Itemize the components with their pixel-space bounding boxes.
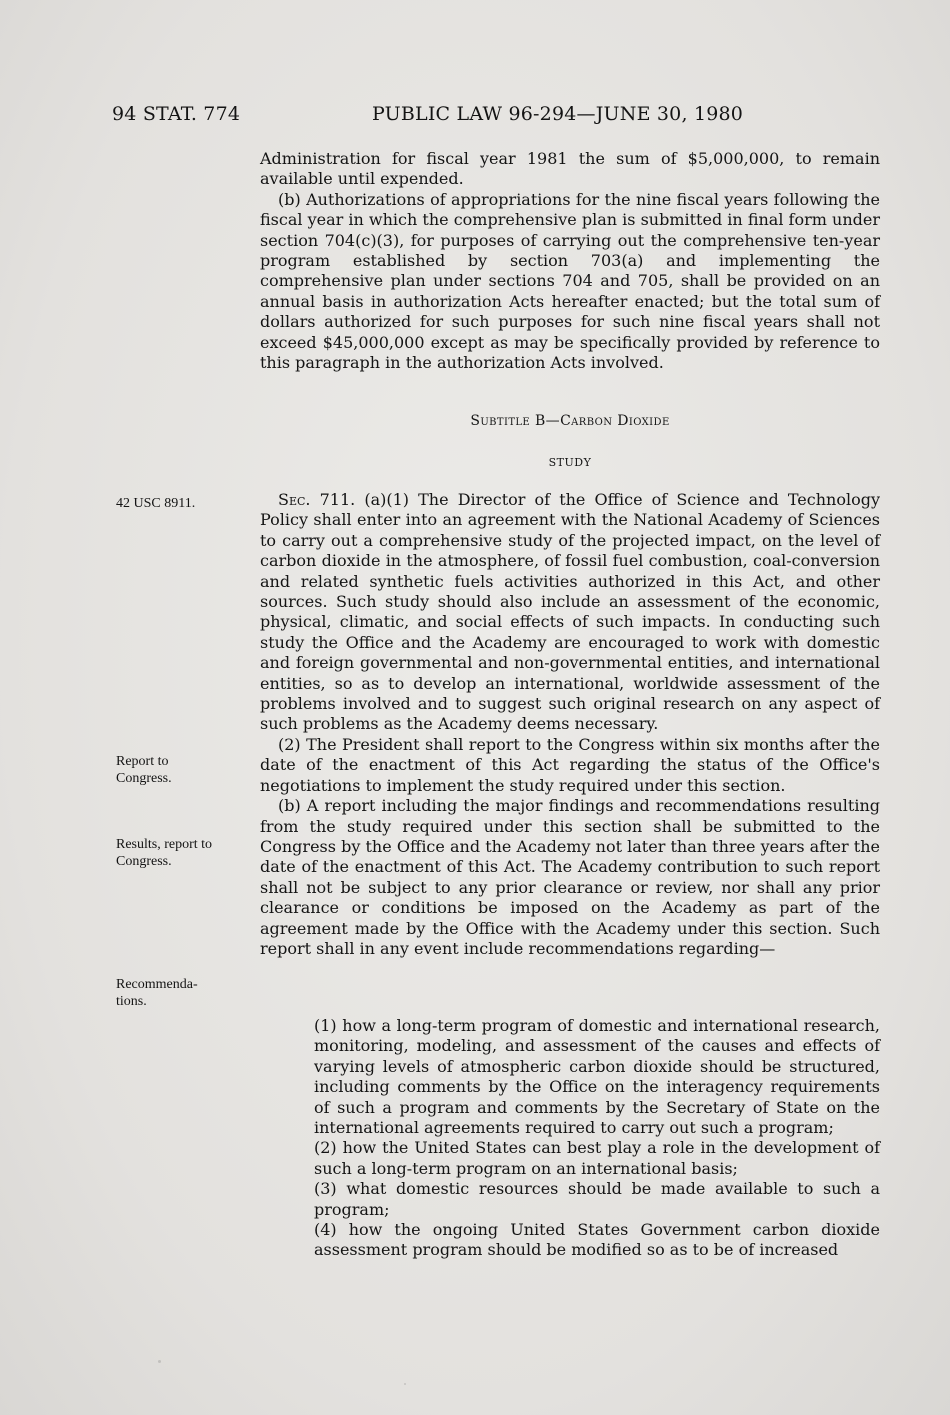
paragraph-administration: Administration for fiscal year 1981 the sum of $5,000,000, to remain available until expended.	[260, 149, 880, 189]
page-citation: 94 STAT. 774	[112, 103, 241, 125]
list-item: (3) what domestic resources should be made available to such a program;	[314, 1179, 880, 1219]
section-heading-study: STUDY	[548, 456, 592, 469]
margin-note-report: Report to Congress.	[116, 754, 172, 786]
paragraph-b-report: (b) A report including the major findings and recommendations resulting from the study required under this section shall be submitted to the Congress by the Office and the Academy not later than three years after the date of the enactment of this Act. The Academy contribution to such report shall not be subject to any prior clearance or review, nor shall any prior clearance or conditions be imposed on the Academy as part of the agreement made by the Office with the Academy under this section. Such report shall in any event include recommendations regarding—	[260, 796, 880, 958]
margin-note-usc: 42 USC 8911.	[116, 496, 196, 511]
sec-711-text: 711. (a)(1) The Director of the Office of Science and Technology Policy shall enter into an agreement with the National Academy of Sciences to carry out a comprehensive study of the projected impact, on the level of carbon dioxide in the atmosphere, of fossil fuel combustion, coal-conversion and related synthetic fuels activities authorized in this Act, and other sources. Such study should also include an assessment of the economic, physical, climatic, and social effects of such impacts. In conducting such study the Office and the Academy are encouraged to work with domestic and foreign governmental and non-governmental entities, and international entities, so as to develop an international, worldwide assessment of the problems involved and to suggest such original research on any aspect of such problems as the Academy deems necessary.	[260, 490, 880, 734]
scan-speck	[158, 1360, 161, 1363]
list-item: (2) how the United States can best play a role in the development of such a long-term program on an international basis;	[314, 1138, 880, 1178]
paragraph-sec-711-a1	[260, 490, 880, 735]
recommendation-items	[260, 1016, 880, 1261]
list-item: (1) how a long-term program of domestic and international research, monitoring, modeling, and assessment of the causes and effects of varying levels of atmospheric carbon dioxide should be structured, including comments by the Office on the interagency requirements of such a program and comments by the Secretary of State on the international agreements required to carry out such a program;	[314, 1016, 880, 1138]
body-block-section-711	[260, 490, 880, 959]
body-block-authorizations	[260, 149, 880, 373]
margin-note-results: Results, report to Congress.	[116, 837, 213, 869]
margin-note-recommendations: Recommenda-tions.	[116, 977, 198, 1009]
paragraph-a2: (2) The President shall report to the Congress within six months after the date of the enactment of this Act regarding the status of the Office's negotiations to implement the study required under this section.	[260, 734, 880, 795]
paragraph-b-authorizations: (b) Authorizations of appropriations for the nine fiscal years following the fiscal year in which the comprehensive plan is submitted in final form under section 704(c)(3), for purposes of carrying out the comprehensive ten-year program established by section 703(a) and implementing the comprehensive plan under sections 704 and 705, shall be provided on an annual basis in authorization Acts hereafter enacted; but the total sum of dollars authorized for such purposes for such nine fiscal years shall not exceed $45,000,000 except as may be specifically provided by reference to this paragraph in the authorization Acts involved.	[260, 189, 880, 373]
law-title: PUBLIC LAW 96-294—JUNE 30, 1980	[372, 103, 744, 125]
subtitle-heading: Subtitle B—Carbon Dioxide	[470, 413, 670, 429]
sec-label: Sec.	[278, 490, 311, 509]
list-item: (4) how the ongoing United States Government carbon dioxide assessment program should be modified so as to be of increased	[314, 1220, 880, 1260]
scan-speck	[404, 1383, 406, 1385]
